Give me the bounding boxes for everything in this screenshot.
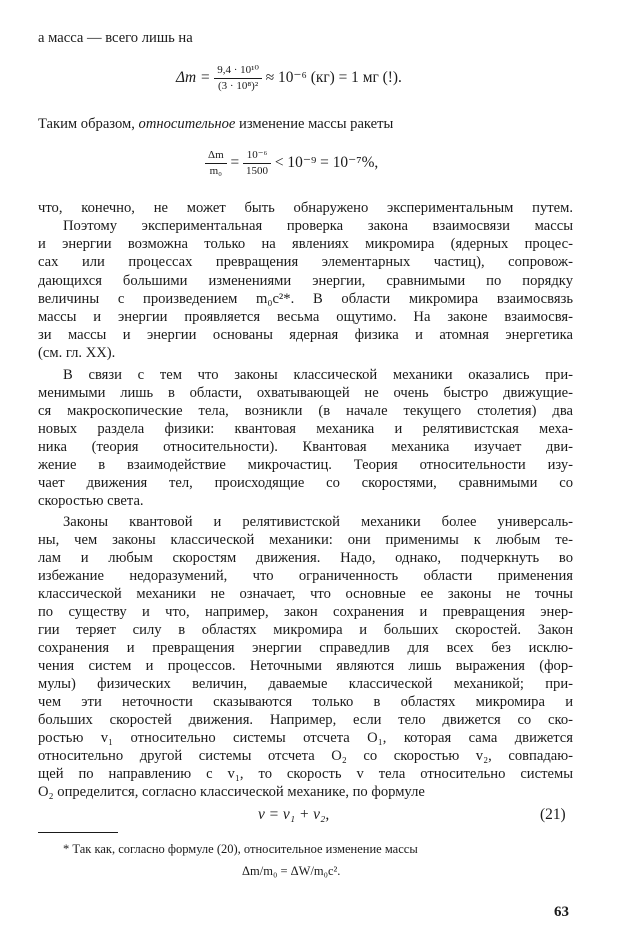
paragraph-1-line: что, конечно, не может быть обнаружено экспериментальным путем. [38, 200, 573, 216]
paragraph-3-line: ся макроскопические тела, возникли (в начале текущего столетия) два [38, 403, 573, 419]
intro-line: а масса — всего лишь на [38, 30, 193, 46]
eq2-num2: 10⁻⁶ [243, 148, 271, 164]
paragraph-4-line: гии теряет силу в областях микромира и больших скоростей. Закон [38, 622, 573, 638]
eq1-numerator: 9,4 · 10¹⁰ [214, 63, 262, 79]
paragraph-4-line: мулы) физических величин, даваемые классической механикой; при- [38, 676, 573, 692]
paragraph-4-line: ны, чем законы классической механики: они применимы к любым те- [38, 532, 573, 548]
equation-21-number: (21) [540, 806, 566, 823]
paragraph-2-line: Поэтому экспериментальная проверка закона взаимосвязи массы [63, 218, 573, 234]
paragraph-4-line: классической механики не означает, что основные ее законы не точны [38, 586, 573, 602]
eq2-fraction-1 [205, 148, 227, 179]
eq2-den1: m₀ [209, 165, 223, 177]
paragraph-3-line: В связи с тем что законы классической механики оказались при- [63, 367, 573, 383]
paragraph-2-line: и энергии возможна только на явлениях микромира (ядерных процес- [38, 236, 573, 252]
sentence2-before: Таким образом, [38, 116, 139, 132]
paragraph-4-line: больших скоростей движения. Например, если тело движется со ско- [38, 712, 573, 728]
paragraph-4-line: лам и любым скоростям движения. Надо, однако, подчеркнуть во [38, 550, 573, 566]
footnote-text: * Так как, согласно формуле (20), относительное изменение массы [63, 842, 418, 856]
eq1-lhs: Δm = [176, 69, 211, 87]
eq1-denominator: (3 · 10⁸)² [218, 80, 259, 92]
paragraph-4-line: O₂ определится, согласно классической механике, по формуле [38, 784, 425, 800]
paragraph-4-line: Законы квантовой и релятивистской механики более универсаль- [63, 514, 573, 530]
paragraph-2-line: величины с произведением m₀c²*. В области микромира взаимосвязь [38, 291, 573, 307]
eq2-rhs: < 10⁻⁹ = 10⁻⁷%, [274, 154, 379, 172]
eq2-fraction-2 [243, 148, 271, 179]
footnote-formula: Δm/m₀ = ΔW/m₀c². [242, 864, 341, 878]
paragraph-3-line: ника (теория относительности). Квантовая механика изучает дви- [38, 439, 573, 455]
page-number: 63 [554, 904, 569, 920]
eq2-den2: 1500 [246, 165, 269, 177]
paragraph-3-line: менимыми лишь в области, охватывающей не очень быстро движущие- [38, 385, 573, 401]
paragraph-4-line: чем эти неточности сказываются только в областях микромира и [38, 694, 573, 710]
paragraph-4-line: ростью v₁ относительно системы отсчета O₁, которая сама движется [38, 730, 573, 746]
eq2-num1: Δm [205, 148, 227, 164]
sentence2-italic: относительное [138, 116, 236, 132]
eq2-equals: = [230, 154, 240, 172]
sentence-relative [38, 115, 573, 133]
eq1-fraction [214, 63, 262, 94]
paragraph-3-line: новых раздела физики: квантовая механика и релятивистская меха- [38, 421, 573, 437]
paragraph-4-line: относительно другой системы отсчета O₂ со скоростью v₂, совпадаю- [38, 748, 573, 764]
paragraph-4-line: избежание недоразумений, что ограниченность области применения [38, 568, 573, 584]
paragraph-4-line: сохранения и превращения энергии справедлив для всех без исклю- [38, 640, 573, 656]
sentence2-after: изменение массы ракеты [235, 116, 394, 132]
paragraph-3-line: жение в взаимодействие микрочастиц. Теория относительности изу- [38, 457, 573, 473]
equation-21 [258, 806, 329, 824]
paragraph-2-line: зи массы и энергии основаны ядерная физика и атомная энергетика [38, 327, 573, 343]
paragraph-2-line: сах или процессах превращения элементарных частиц), сопровож- [38, 254, 573, 270]
paragraph-4-line: щей по направлению с v₁, то скорость v тела относительно системы [38, 766, 573, 782]
paragraph-2-line: (см. гл. XX). [38, 345, 116, 361]
equation-mass-change [176, 63, 402, 94]
paragraph-3-line: скоростью света. [38, 493, 144, 509]
paragraph-2-line: массы и энергии проявляется весьма ощутимо. На законе взаимосвя- [38, 309, 573, 325]
eq3-formula: v = v₁ + v₂, [258, 806, 330, 823]
footnote-rule [38, 832, 118, 833]
equation-relative-mass [205, 148, 378, 179]
paragraph-3-line: чает движения тел, происходящие со скоростями, сравнимыми со [38, 475, 573, 491]
eq1-rhs: ≈ 10⁻⁶ (кг) = 1 мг (!). [265, 69, 402, 87]
paragraph-4-line: по существу и что, например, закон сохранения и превращения энер- [38, 604, 573, 620]
paragraph-2-line: дающихся большими изменениями энергии, сравнимыми по порядку [38, 273, 573, 289]
paragraph-4-line: чения систем и процессов. Неточными являются лишь выражения (фор- [38, 658, 573, 674]
